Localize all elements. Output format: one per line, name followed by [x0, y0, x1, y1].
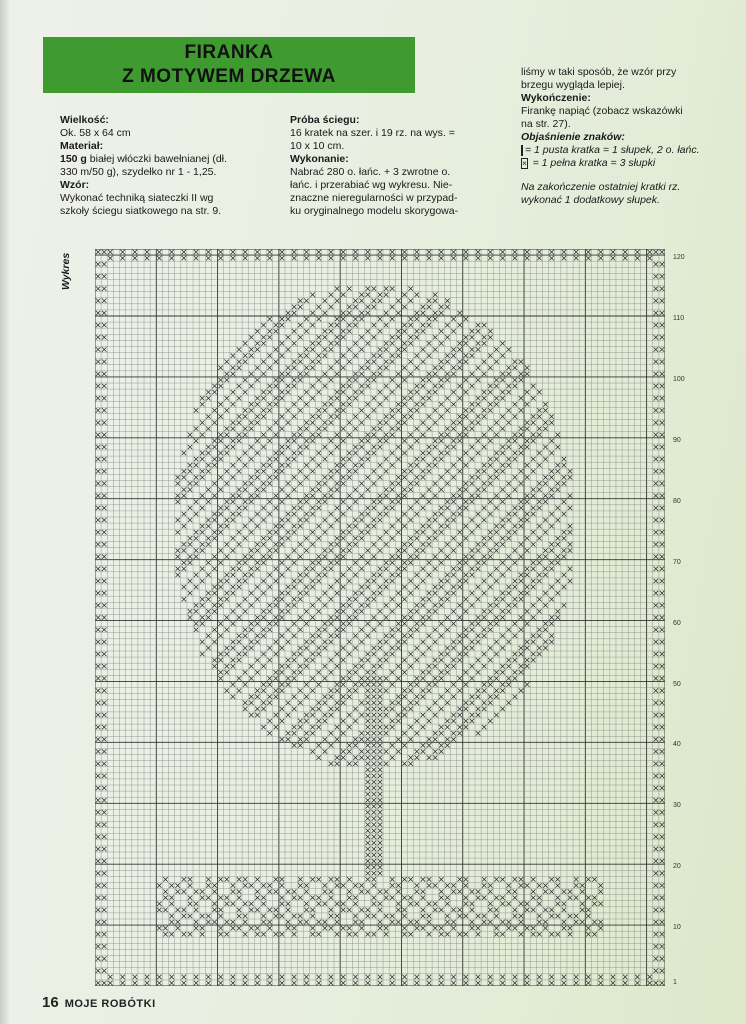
material-text-2: 330 m/50 g), szydełko nr 1 - 1,25.: [60, 166, 217, 178]
continued-text-2: brzegu wygląda lepiej.: [521, 79, 625, 91]
material-text-1: [60, 153, 270, 166]
legend-full-row: [521, 157, 721, 170]
row-number-label: 1: [673, 979, 677, 986]
row-number-label: 80: [673, 497, 681, 505]
note-text-2: wykonać 1 dodatkowy słupek.: [521, 194, 660, 206]
execution-text-4: ku oryginalnego modelu skorygowa-: [290, 205, 459, 217]
legend-full-text: = 1 pełna kratka = 3 słupki: [532, 157, 656, 169]
finish-text-2: na str. 27).: [521, 118, 571, 130]
row-number-label: 100: [673, 376, 685, 383]
page-footer: [42, 994, 156, 1011]
row-number-label: 90: [673, 436, 681, 444]
title-line-2: Z MOTYWEM DRZEWA: [122, 66, 336, 87]
finish-heading: Wykończenie:: [521, 92, 591, 104]
page-fold: [0, 0, 9, 1024]
pattern-text-2: szkoły ściegu siatkowego na str. 9.: [60, 205, 222, 217]
pattern-heading: Wzór:: [60, 179, 90, 191]
crossed-square-icon: ×: [522, 159, 527, 168]
row-number-label: 30: [673, 802, 681, 810]
page-number: 16: [42, 994, 59, 1011]
row-number-label: 110: [673, 315, 685, 322]
execution-text-2: łańc. i przerabiać wg wykresu. Nie-: [290, 179, 453, 191]
row-number-label: 120: [673, 254, 685, 262]
column-1: [60, 114, 270, 218]
material-desc: białej włóczki bawełnianej (dł.: [86, 153, 227, 165]
material-heading: Materiał:: [60, 140, 104, 152]
row-number-label: 70: [673, 558, 681, 566]
execution-heading: Wykonanie:: [290, 153, 349, 165]
legend-empty-text: = 1 pusta kratka = 1 słupek, 2 o. łańc.: [525, 144, 700, 156]
finish-text-1: Firankę napiąć (zobacz wskazówki: [521, 105, 683, 117]
column-3: [521, 66, 721, 207]
chart-svg: [95, 249, 665, 986]
execution-text-3: znaczne nieregularności w przypad-: [290, 192, 458, 204]
row-number-label: 10: [673, 924, 681, 932]
article-title: [43, 37, 415, 93]
size-text: Ok. 58 x 64 cm: [60, 127, 131, 139]
column-2: [290, 114, 470, 218]
note-text-1: Na zakończenie ostatniej kratki rz.: [521, 181, 681, 193]
gauge-heading: Próba ściegu:: [290, 114, 360, 126]
crochet-chart: [95, 249, 665, 986]
row-number-label: 60: [673, 619, 681, 627]
pattern-text-1: Wykonać techniką siateczki II wg: [60, 192, 214, 204]
empty-square-icon: [521, 145, 523, 156]
material-weight: 150 g: [60, 153, 87, 165]
magazine-brand: MOJE ROBÓTKI: [64, 998, 156, 1010]
row-number-label: 40: [673, 741, 681, 749]
chart-label: Wykres: [60, 252, 72, 290]
legend-heading: Objaśnienie znaków:: [521, 131, 625, 143]
title-line-1: FIRANKA: [184, 42, 274, 63]
size-heading: Wielkość:: [60, 114, 109, 126]
row-number-label: 50: [673, 680, 681, 688]
legend-empty-row: [521, 144, 721, 157]
continued-text-1: liśmy w taki sposób, że wzór przy: [521, 66, 677, 78]
gauge-text-1: 16 kratek na szer. i 19 rz. na wys. =: [290, 127, 455, 139]
row-number-label: 20: [673, 863, 681, 871]
execution-text-1: Nabrać 280 o. łańc. + 3 zwrotne o.: [290, 166, 451, 178]
gauge-text-2: 10 x 10 cm.: [290, 140, 345, 152]
